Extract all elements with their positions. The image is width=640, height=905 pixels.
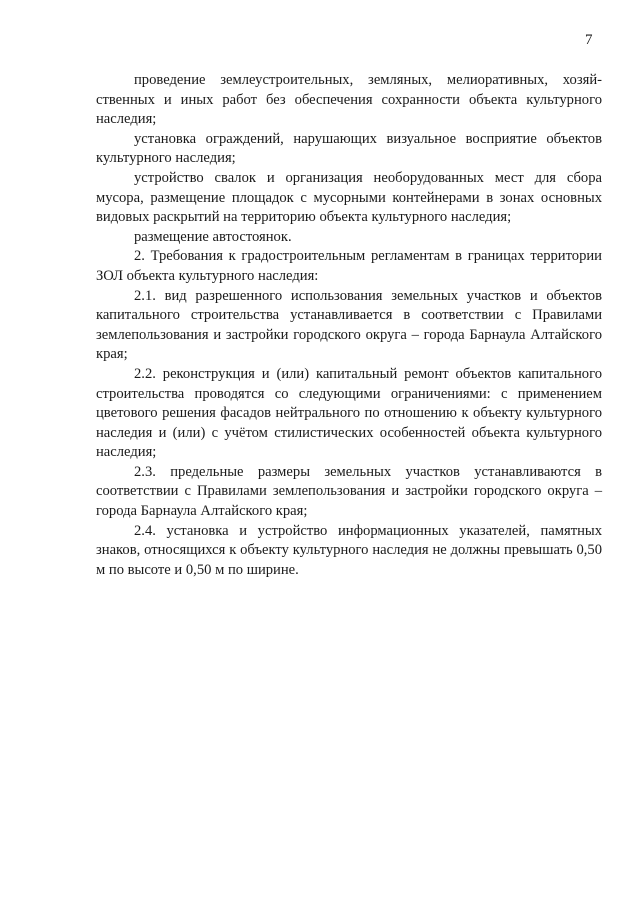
paragraph-parking: размещение автостоянок. bbox=[134, 228, 292, 245]
paragraph-2-2: 2.2. реконструкция и (или) капитальный ремонт объектов капитального строительства проводятся со следующими ограничениями: с применением цветового решения фасадов нейтрального по отношению к объекту культурного наследия и (или) с учётом стилистических особенностей объекта культурного наследия; bbox=[96, 365, 602, 461]
paragraph-fences: установка ограждений, нарушающих визуальное восприятие объектов культурного наследия; bbox=[96, 130, 602, 167]
paragraph-dumps: устройство свалок и организация необорудованных мест для сбора мусора, размещение площадок с мусорными контейнерами в зонах основных видовых раскрытий на территорию объекта культурного наследия; bbox=[96, 169, 602, 226]
paragraph-2-1: 2.1. вид разрешенного использования земельных участков и объектов капитального строительства устанавливается в соответствии с Правилами землепользования и застройки городского округа – города Барнаула Алтайского края; bbox=[96, 287, 602, 363]
document-body bbox=[96, 71, 602, 580]
paragraph-2-3: 2.3. предельные размеры земельных участков устанавливаются в соответствии с Правилами землепользования и застройки городского округа – города Барнаула Алтайского края; bbox=[96, 463, 602, 520]
paragraph-section-2-heading: 2. Требования к градостроительным регламентам в границах территории ЗОЛ объекта культурного наследия: bbox=[96, 248, 602, 284]
paragraph-2-4: 2.4. установка и устройство информационных указателей, памятных знаков, относящихся к объекту культурного наследия не должны превышать 0,50 м по высоте и 0,50 м по ширине. bbox=[96, 522, 602, 578]
page-number: 7 bbox=[585, 32, 593, 48]
paragraph-earthworks: проведение землеустроительных, земляных, мелиоративных, хозяй-ственных и иных работ без обеспечения сохранности объекта культурного наследия; bbox=[96, 72, 602, 128]
